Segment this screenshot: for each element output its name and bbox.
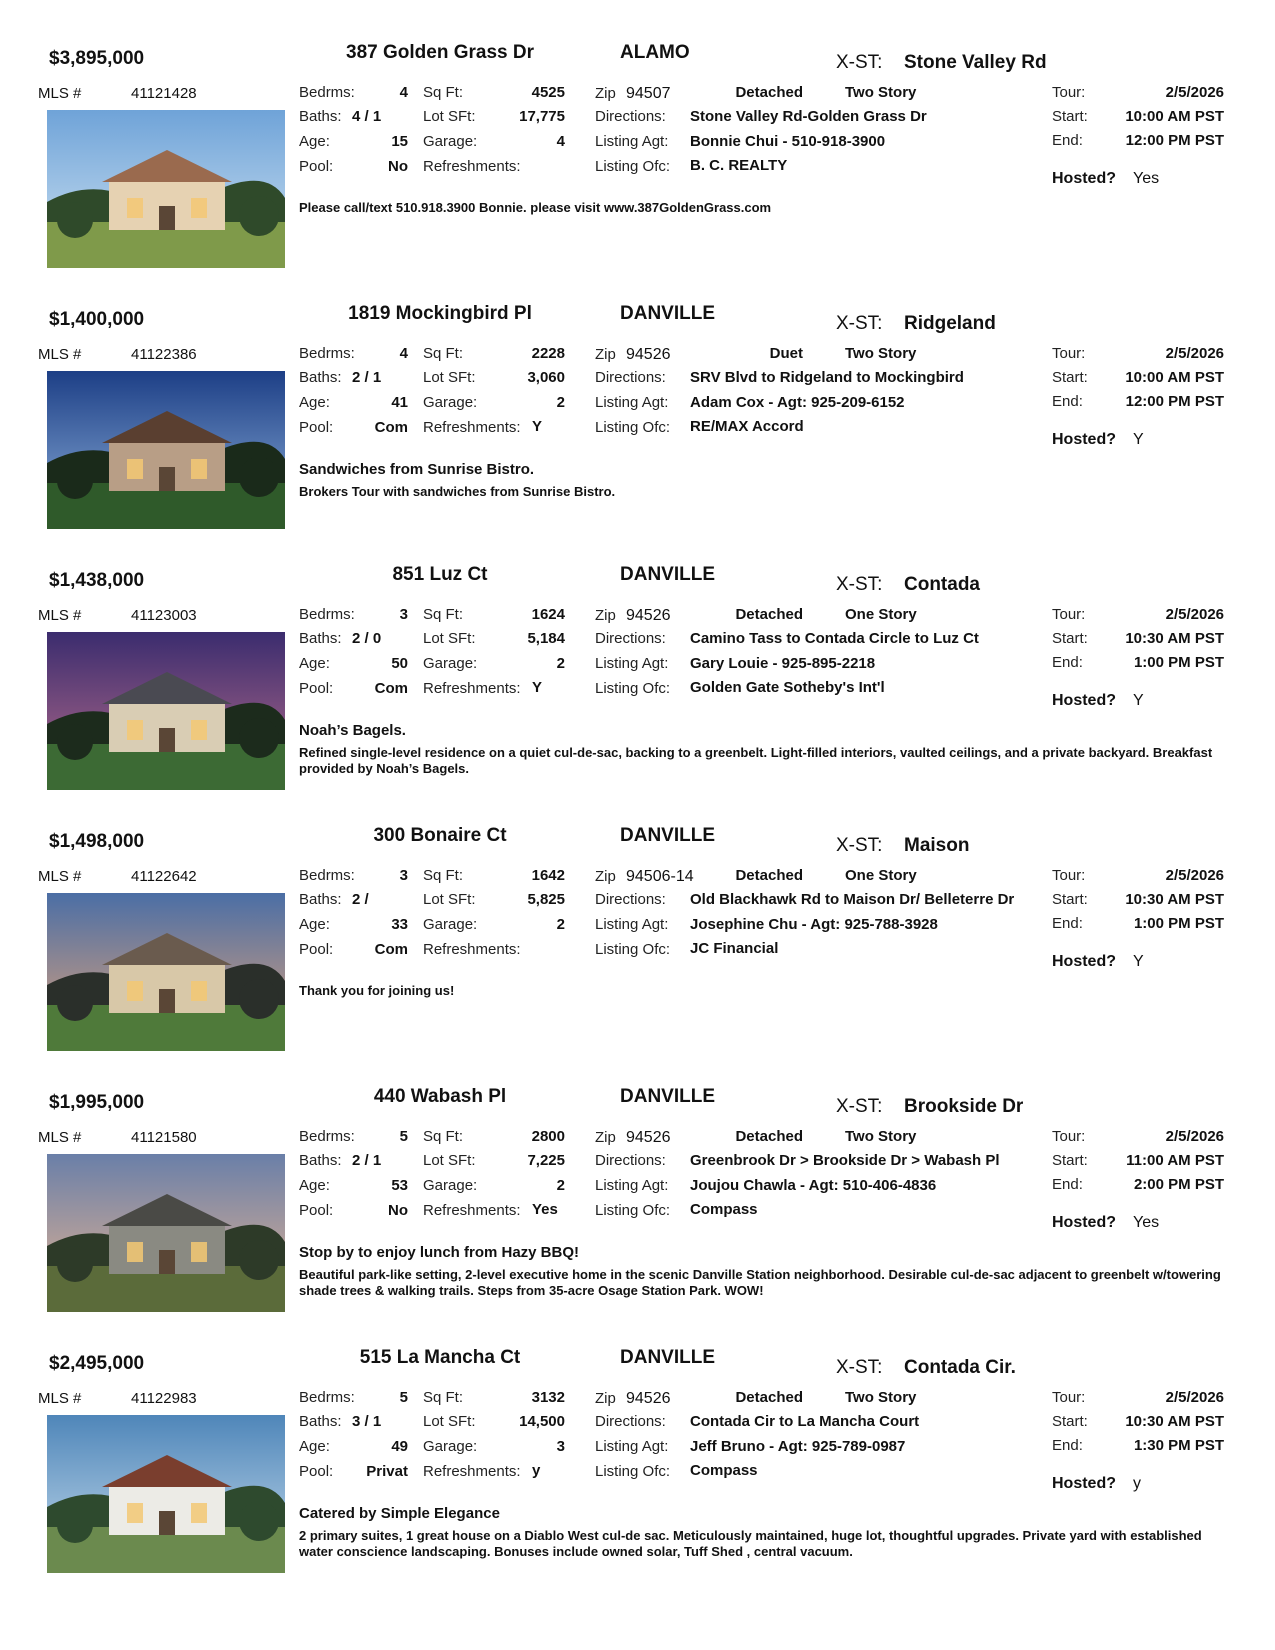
end-label: End: (1052, 393, 1083, 410)
tour-date: 2/5/2026 (1165, 1389, 1224, 1406)
pool-value: Privat (366, 1463, 408, 1480)
tour-date: 2/5/2026 (1165, 84, 1224, 101)
pool-label: Pool: (299, 419, 334, 436)
garage-label: Garage: (423, 655, 478, 672)
start-time: 10:00 AM PST (1125, 108, 1224, 125)
baths-label: Baths: (299, 891, 342, 908)
age-value: 41 (391, 394, 408, 411)
cross-street-label: X-ST: (836, 574, 883, 595)
lot-sqft-label: Lot SFt: (423, 630, 476, 647)
baths-value: 2 / 1 (352, 369, 382, 386)
directions-label: Directions: (595, 1413, 666, 1430)
sqft-value: 4525 (531, 84, 565, 101)
listing-remarks: 2 primary suites, 1 great house on a Diablo West cul-de sac. Meticulously maintained, huge lot, thoughtful upgrades. Private yard with established water conscience landscaping. Bonuses include owned solar, Tuff Shed , central vacuum. (299, 1528, 1202, 1559)
listing-card (0, 532, 1275, 794)
listing-card (0, 271, 1275, 533)
mls-number[interactable]: 41123003 (131, 607, 197, 624)
listing-remarks: Beautiful park-like setting, 2-level executive home in the scenic Danville Station neighborhood. Desirable cul-de-sac adjacent to greenbelt w/towering shade trees & walking trails. Steps from 35-acre Osage Station Park. WOW! (299, 1267, 1221, 1298)
listing-remarks: Please call/text 510.918.3900 Bonnie. please visit www.387GoldenGrass.com (299, 200, 772, 215)
lot-sqft-label: Lot SFt: (423, 1152, 476, 1169)
mls-number[interactable]: 41122386 (131, 346, 197, 363)
listing-office-value: JC Financial (690, 940, 779, 957)
listing-office-label: Listing Ofc: (595, 1463, 671, 1480)
listing-remarks: Thank you for joining us! (299, 983, 455, 998)
listing-office-value: Golden Gate Sotheby's Int'l (690, 679, 885, 696)
mls-label: MLS # (38, 868, 82, 885)
directions-value: Old Blackhawk Rd to Maison Dr/ Belleterre Dr (690, 891, 1015, 908)
tour-label: Tour: (1052, 1389, 1086, 1406)
directions-label: Directions: (595, 108, 666, 125)
listing-highlight: Sandwiches from Sunrise Bistro. (299, 461, 535, 478)
mls-label: MLS # (38, 607, 82, 624)
listing-address[interactable]: 515 La Mancha Ct (359, 1347, 521, 1368)
garage-label: Garage: (423, 916, 478, 933)
hosted-value: Y (1133, 431, 1144, 448)
cross-street-label: X-ST: (836, 52, 883, 73)
zip-value: 94526 (626, 1129, 671, 1146)
bedrooms-label: Bedrms: (299, 1128, 355, 1145)
tour-date: 2/5/2026 (1165, 345, 1224, 362)
tour-date: 2/5/2026 (1165, 1128, 1224, 1145)
listing-agent-value[interactable]: Joujou Chawla - Agt: 510-406-4836 (690, 1177, 937, 1194)
listing-city: DANVILLE (620, 1086, 715, 1107)
zip-label: Zip (595, 85, 616, 102)
pool-value: Com (374, 419, 408, 436)
age-value: 50 (391, 655, 408, 672)
listing-office-label: Listing Ofc: (595, 941, 671, 958)
end-time: 12:00 PM PST (1125, 393, 1224, 410)
property-story: One Story (845, 606, 917, 623)
start-label: Start: (1052, 108, 1088, 125)
mls-label: MLS # (38, 346, 82, 363)
directions-value: Camino Tass to Contada Circle to Luz Ct (690, 630, 979, 647)
baths-label: Baths: (299, 630, 342, 647)
listing-agent-label: Listing Agt: (595, 916, 669, 933)
listing-price: $3,895,000 (49, 48, 145, 69)
pool-label: Pool: (299, 1463, 334, 1480)
hosted-value: Y (1133, 953, 1144, 970)
property-story: Two Story (845, 345, 917, 362)
listing-office-label: Listing Ofc: (595, 1202, 671, 1219)
listing-city: ALAMO (620, 42, 690, 63)
age-label: Age: (299, 1438, 330, 1455)
start-time: 11:00 AM PST (1126, 1152, 1224, 1169)
listing-price: $1,995,000 (49, 1092, 145, 1113)
lot-sqft-value: 17,775 (519, 108, 565, 125)
start-time: 10:30 AM PST (1125, 630, 1224, 647)
hosted-label: Hosted? (1052, 431, 1116, 448)
start-time: 10:30 AM PST (1125, 891, 1224, 908)
baths-value: 2 / 1 (352, 1152, 382, 1169)
sqft-label: Sq Ft: (423, 345, 464, 362)
listing-agent-value[interactable]: Adam Cox - Agt: 925-209-6152 (690, 394, 905, 411)
refreshments-label: Refreshments: (423, 941, 521, 958)
hosted-value: y (1133, 1475, 1141, 1492)
sqft-label: Sq Ft: (423, 1389, 464, 1406)
zip-label: Zip (595, 1129, 616, 1146)
tour-date: 2/5/2026 (1165, 867, 1224, 884)
tour-label: Tour: (1052, 1128, 1086, 1145)
sqft-value: 1624 (531, 606, 565, 623)
pool-label: Pool: (299, 158, 334, 175)
baths-value: 2 / 0 (352, 630, 382, 647)
pool-value: Com (374, 680, 408, 697)
bedrooms-value: 4 (399, 84, 408, 101)
tour-date: 2/5/2026 (1165, 606, 1224, 623)
listing-price: $1,400,000 (49, 309, 145, 330)
baths-value: 4 / 1 (352, 108, 382, 125)
end-label: End: (1052, 915, 1083, 932)
bedrooms-label: Bedrms: (299, 84, 355, 101)
end-time: 1:30 PM PST (1133, 1437, 1224, 1454)
listing-remarks: Refined single-level residence on a quiet cul-de-sac, backing to a greenbelt. Light-filled interiors, vaulted ceilings, and a private backyard. Breakfast provided by Noah’s Bagels. (299, 745, 1213, 776)
listing-card (0, 1054, 1275, 1316)
tour-label: Tour: (1052, 606, 1086, 623)
listing-agent-label: Listing Agt: (595, 133, 669, 150)
bedrooms-value: 5 (399, 1389, 408, 1406)
refreshments-label: Refreshments: (423, 419, 521, 436)
bedrooms-value: 3 (399, 606, 408, 623)
tour-label: Tour: (1052, 867, 1086, 884)
cross-street-value: Ridgeland (904, 313, 996, 334)
zip-value: 94526 (626, 1390, 671, 1407)
refreshments-value: Yes (532, 1201, 558, 1218)
end-label: End: (1052, 1176, 1083, 1193)
pool-value: No (388, 1202, 408, 1219)
listing-photo[interactable] (47, 1154, 285, 1312)
listing-city: DANVILLE (620, 303, 715, 324)
zip-label: Zip (595, 1390, 616, 1407)
listing-highlight: Catered by Simple Elegance (299, 1505, 500, 1522)
end-time: 1:00 PM PST (1133, 915, 1224, 932)
garage-value: 2 (556, 1177, 565, 1194)
listing-address[interactable]: 851 Luz Ct (392, 564, 488, 585)
mls-number[interactable]: 41121428 (131, 85, 197, 102)
listing-photo[interactable] (47, 110, 285, 268)
start-time: 10:00 AM PST (1125, 369, 1224, 386)
sqft-value: 2228 (531, 345, 565, 362)
cross-street-value: Stone Valley Rd (904, 52, 1047, 73)
bedrooms-label: Bedrms: (299, 867, 355, 884)
lot-sqft-value: 7,225 (527, 1152, 565, 1169)
property-type: Detached (735, 867, 803, 884)
listing-agent-label: Listing Agt: (595, 1177, 669, 1194)
listing-address[interactable]: 300 Bonaire Ct (373, 825, 507, 846)
pool-value: No (388, 158, 408, 175)
age-value: 33 (391, 916, 408, 933)
cross-street-value: Brookside Dr (904, 1096, 1024, 1117)
bedrooms-value: 4 (399, 345, 408, 362)
directions-label: Directions: (595, 630, 666, 647)
cross-street-label: X-ST: (836, 313, 883, 334)
listing-card (0, 793, 1275, 1055)
end-label: End: (1052, 654, 1083, 671)
property-story: One Story (845, 867, 917, 884)
cross-street-label: X-ST: (836, 835, 883, 856)
tour-label: Tour: (1052, 345, 1086, 362)
zip-value: 94507 (626, 85, 671, 102)
listing-address[interactable]: 1819 Mockingbird Pl (348, 303, 532, 324)
zip-label: Zip (595, 868, 616, 885)
pool-label: Pool: (299, 941, 334, 958)
property-story: Two Story (845, 1128, 917, 1145)
listing-photo[interactable] (47, 1415, 285, 1573)
lot-sqft-label: Lot SFt: (423, 1413, 476, 1430)
property-type: Detached (735, 1389, 803, 1406)
mls-number[interactable]: 41122642 (131, 868, 197, 885)
mls-number[interactable]: 41122983 (131, 1390, 197, 1407)
end-label: End: (1052, 132, 1083, 149)
zip-label: Zip (595, 346, 616, 363)
lot-sqft-label: Lot SFt: (423, 108, 476, 125)
start-label: Start: (1052, 630, 1088, 647)
start-label: Start: (1052, 1413, 1088, 1430)
baths-label: Baths: (299, 369, 342, 386)
hosted-value: Yes (1133, 170, 1160, 187)
cross-street-value: Contada Cir. (904, 1357, 1016, 1378)
sqft-label: Sq Ft: (423, 867, 464, 884)
age-value: 15 (391, 133, 408, 150)
lot-sqft-value: 14,500 (519, 1413, 565, 1430)
listing-agent-label: Listing Agt: (595, 1438, 669, 1455)
listing-agent-label: Listing Agt: (595, 655, 669, 672)
start-label: Start: (1052, 891, 1088, 908)
lot-sqft-label: Lot SFt: (423, 891, 476, 908)
listing-highlight: Stop by to enjoy lunch from Hazy BBQ! (299, 1244, 580, 1261)
listing-city: DANVILLE (620, 564, 715, 585)
sqft-value: 3132 (531, 1389, 565, 1406)
refreshments-value: Y (532, 679, 543, 696)
sqft-label: Sq Ft: (423, 1128, 464, 1145)
zip-value: 94526 (626, 607, 671, 624)
end-time: 12:00 PM PST (1125, 132, 1224, 149)
directions-value: Stone Valley Rd-Golden Grass Dr (690, 108, 927, 125)
listing-agent-label: Listing Agt: (595, 394, 669, 411)
bedrooms-label: Bedrms: (299, 1389, 355, 1406)
directions-label: Directions: (595, 369, 666, 386)
property-story: Two Story (845, 1389, 917, 1406)
end-label: End: (1052, 1437, 1083, 1454)
garage-label: Garage: (423, 1177, 478, 1194)
listing-price: $1,438,000 (49, 570, 145, 591)
pool-value: Com (374, 941, 408, 958)
sqft-label: Sq Ft: (423, 84, 464, 101)
listing-city: DANVILLE (620, 825, 715, 846)
garage-value: 3 (556, 1438, 565, 1455)
listing-agent-value[interactable]: Josephine Chu - Agt: 925-788-3928 (690, 916, 938, 933)
listing-card (0, 10, 1275, 272)
cross-street-value: Contada (904, 574, 980, 595)
zip-value: 94526 (626, 346, 671, 363)
directions-value: Greenbrook Dr > Brookside Dr > Wabash Pl (690, 1152, 1000, 1169)
listing-office-label: Listing Ofc: (595, 419, 671, 436)
garage-value: 4 (556, 133, 565, 150)
lot-sqft-value: 5,825 (527, 891, 565, 908)
listing-office-value: B. C. REALTY (690, 157, 788, 174)
tour-label: Tour: (1052, 84, 1086, 101)
garage-value: 2 (556, 655, 565, 672)
listing-photo[interactable] (47, 893, 285, 1051)
lot-sqft-value: 5,184 (527, 630, 565, 647)
listing-agent-value[interactable]: Bonnie Chui - 510-918-3900 (690, 133, 886, 150)
bedrooms-label: Bedrms: (299, 606, 355, 623)
garage-label: Garage: (423, 394, 478, 411)
bedrooms-label: Bedrms: (299, 345, 355, 362)
property-story: Two Story (845, 84, 917, 101)
pool-label: Pool: (299, 1202, 334, 1219)
refreshments-label: Refreshments: (423, 680, 521, 697)
sqft-value: 1642 (531, 867, 565, 884)
property-type: Detached (735, 1128, 803, 1145)
refreshments-label: Refreshments: (423, 1463, 521, 1480)
sqft-value: 2800 (531, 1128, 565, 1145)
listing-office-value: Compass (690, 1462, 758, 1479)
baths-value: 2 / (352, 891, 369, 908)
listing-price: $1,498,000 (49, 831, 145, 852)
end-time: 2:00 PM PST (1133, 1176, 1224, 1193)
refreshments-value: y (532, 1462, 541, 1479)
garage-label: Garage: (423, 133, 478, 150)
end-time: 1:00 PM PST (1133, 654, 1224, 671)
lot-sqft-value: 3,060 (527, 369, 565, 386)
sqft-label: Sq Ft: (423, 606, 464, 623)
cross-street-value: Maison (904, 835, 970, 856)
age-label: Age: (299, 655, 330, 672)
listing-office-value: RE/MAX Accord (690, 418, 804, 435)
lot-sqft-label: Lot SFt: (423, 369, 476, 386)
age-label: Age: (299, 133, 330, 150)
zip-label: Zip (595, 607, 616, 624)
listing-agent-value[interactable]: Gary Louie - 925-895-2218 (690, 655, 876, 672)
age-value: 49 (391, 1438, 408, 1455)
listing-office-label: Listing Ofc: (595, 158, 671, 175)
directions-value: SRV Blvd to Ridgeland to Mockingbird (690, 369, 964, 386)
hosted-label: Hosted? (1052, 170, 1116, 187)
start-time: 10:30 AM PST (1125, 1413, 1224, 1430)
listing-highlight: Noah’s Bagels. (299, 722, 406, 739)
bedrooms-value: 3 (399, 867, 408, 884)
refreshments-value: Y (532, 418, 543, 435)
refreshments-label: Refreshments: (423, 1202, 521, 1219)
hosted-label: Hosted? (1052, 1214, 1116, 1231)
listing-price: $2,495,000 (49, 1353, 145, 1374)
baths-value: 3 / 1 (352, 1413, 382, 1430)
directions-value: Contada Cir to La Mancha Court (690, 1413, 920, 1430)
listing-address[interactable]: 440 Wabash Pl (373, 1086, 507, 1107)
listing-photo[interactable] (47, 371, 285, 529)
property-type: Detached (735, 84, 803, 101)
garage-value: 2 (556, 394, 565, 411)
hosted-label: Hosted? (1052, 1475, 1116, 1492)
baths-label: Baths: (299, 1413, 342, 1430)
listing-card (0, 1315, 1275, 1577)
cross-street-label: X-ST: (836, 1096, 883, 1117)
listing-city: DANVILLE (620, 1347, 715, 1368)
listing-office-value: Compass (690, 1201, 758, 1218)
cross-street-label: X-ST: (836, 1357, 883, 1378)
pool-label: Pool: (299, 680, 334, 697)
zip-value: 94506-14 (626, 868, 694, 885)
mls-number[interactable]: 41121580 (131, 1129, 197, 1146)
listing-remarks: Brokers Tour with sandwiches from Sunrise Bistro. (299, 484, 616, 499)
property-type: Duet (769, 345, 803, 362)
mls-label: MLS # (38, 85, 82, 102)
listing-photo[interactable] (47, 632, 285, 790)
garage-value: 2 (556, 916, 565, 933)
listing-office-label: Listing Ofc: (595, 680, 671, 697)
refreshments-label: Refreshments: (423, 158, 521, 175)
baths-label: Baths: (299, 1152, 342, 1169)
bedrooms-value: 5 (399, 1128, 408, 1145)
age-label: Age: (299, 1177, 330, 1194)
listing-agent-value[interactable]: Jeff Bruno - Agt: 925-789-0987 (690, 1438, 906, 1455)
directions-label: Directions: (595, 1152, 666, 1169)
mls-label: MLS # (38, 1129, 82, 1146)
hosted-label: Hosted? (1052, 692, 1116, 709)
property-type: Detached (735, 606, 803, 623)
mls-label: MLS # (38, 1390, 82, 1407)
hosted-value: Yes (1133, 1214, 1160, 1231)
hosted-value: Y (1133, 692, 1144, 709)
baths-label: Baths: (299, 108, 342, 125)
start-label: Start: (1052, 369, 1088, 386)
age-label: Age: (299, 394, 330, 411)
garage-label: Garage: (423, 1438, 478, 1455)
listing-address[interactable]: 387 Golden Grass Dr (346, 42, 534, 63)
directions-label: Directions: (595, 891, 666, 908)
age-value: 53 (391, 1177, 408, 1194)
start-label: Start: (1052, 1152, 1088, 1169)
age-label: Age: (299, 916, 330, 933)
hosted-label: Hosted? (1052, 953, 1116, 970)
